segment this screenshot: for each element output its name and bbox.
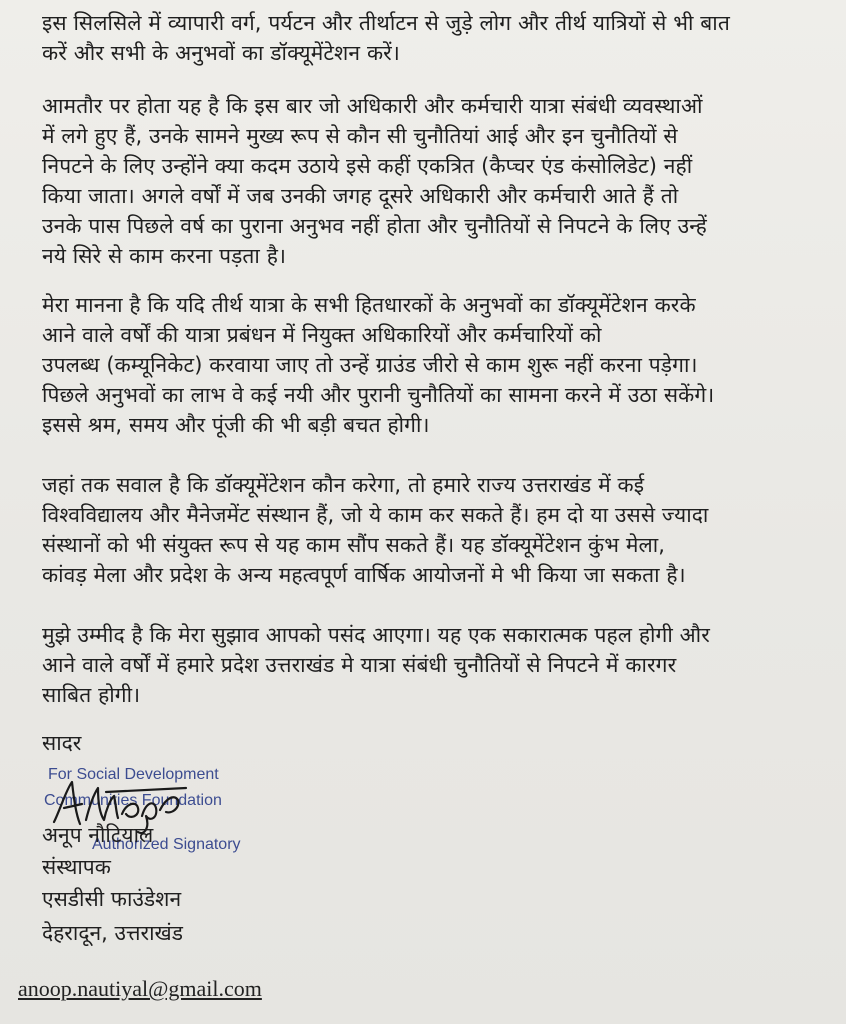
stamp-text: Authorized Signatory — [92, 836, 241, 853]
text-line: नये सिरे से काम करना पड़ता है। — [42, 244, 287, 268]
text-line: मुझे उम्मीद है कि मेरा सुझाव आपको पसंद आएगा। यह एक सकारात्मक पहल होगी और — [42, 623, 710, 647]
paragraph-3 — [42, 290, 812, 440]
text-line: जहां तक सवाल है कि डॉक्यूमेंटेशन कौन करेगा, तो हमारे राज्य उत्तराखंड में कई — [42, 473, 645, 497]
stamp-text: For Social Development — [48, 766, 219, 783]
name-text: अनूप नौटियाल — [42, 823, 154, 847]
text-line: उपलब्ध (कम्यूनिकेट) करवाया जाए तो उन्हें ग्राउंड जीरो से काम शुरू नहीं करना पड़ेगा। — [42, 353, 698, 377]
text-line: पिछले अनुभवों का लाभ वे कई नयी और पुरानी चुनौतियों का सामना करने में उठा सकेंगे। — [42, 383, 715, 407]
text-line: आमतौर पर होता यह है कि इस बार जो अधिकारी और कर्मचारी यात्रा संबंधी व्यवस्थाओं — [42, 94, 703, 118]
text-line: में लगे हुए हैं, उनके सामने मुख्य रूप से कौन सी चुनौतियां आई और इन चुनौतियों से — [42, 124, 678, 148]
closing-salutation — [42, 728, 81, 758]
text-line: इससे श्रम, समय और पूंजी की भी बड़ी बचत होगी। — [42, 413, 430, 437]
email-link[interactable] — [18, 976, 262, 1002]
paragraph-4 — [42, 470, 812, 590]
text-line: करें और सभी के अनुभवों का डॉक्यूमेंटेशन करें। — [42, 41, 400, 65]
paragraph-5 — [42, 620, 812, 710]
signatory-organization — [42, 884, 181, 914]
text-line: विश्वविद्यालय और मैनेजमेंट संस्थान हैं, जो ये काम कर सकते हैं। हम दो या उससे ज्यादा — [42, 503, 709, 527]
stamp-text: Communities Foundation — [44, 792, 222, 809]
text-line: इस सिलसिले में व्यापारी वर्ग, पर्यटन और तीर्थाटन से जुड़े लोग और तीर्थ यात्रियों से भी बात — [42, 11, 730, 35]
text-line: निपटने के लिए उन्होंने क्या कदम उठाये इसे कहीं एकत्रित (कैप्चर एंड कंसोलिडेट) नहीं — [42, 154, 693, 178]
location-text: देहरादून, उत्तराखंड — [42, 921, 183, 945]
text-line: आने वाले वर्षों की यात्रा प्रबंधन में नियुक्त अधिकारियों और कर्मचारियों को — [42, 323, 602, 347]
salutation-text: सादर — [42, 731, 82, 755]
paragraph-2 — [42, 91, 812, 271]
text-line: साबित होगी। — [42, 683, 141, 707]
designation-text: संस्थापक — [42, 855, 111, 879]
organization-text: एसडीसी फाउंडेशन — [42, 887, 182, 911]
text-line: आने वाले वर्षों में हमारे प्रदेश उत्तराखंड मे यात्रा संबंधी चुनौतियों से निपटने में कारगर — [42, 653, 677, 677]
text-line: कांवड़ मेला और प्रदेश के अन्य महत्वपूर्ण वार्षिक आयोजनों मे भी किया जा सकता है। — [42, 563, 686, 587]
text-line: किया जाता। अगले वर्षों में जब उनकी जगह दूसरे अधिकारी और कर्मचारी आते हैं तो — [42, 184, 679, 208]
text-line: संस्थानों को भी संयुक्त रूप से यह काम सौंप सकते हैं। यह डॉक्यूमेंटेशन कुंभ मेला, — [42, 533, 666, 557]
text-line: मेरा मानना है कि यदि तीर्थ यात्रा के सभी हितधारकों के अनुभवों का डॉक्यूमेंटेशन करके — [42, 293, 696, 317]
signatory-name — [42, 820, 153, 850]
signatory-designation — [42, 852, 111, 882]
paragraph-1 — [42, 8, 812, 68]
text-line: उनके पास पिछले वर्ष का पुराना अनुभव नहीं होता और चुनौतियों से निपटने के लिए उन्हें — [42, 214, 707, 238]
signatory-location — [42, 918, 183, 948]
email-text[interactable]: anoop.nautiyal@gmail.com — [18, 976, 262, 1001]
